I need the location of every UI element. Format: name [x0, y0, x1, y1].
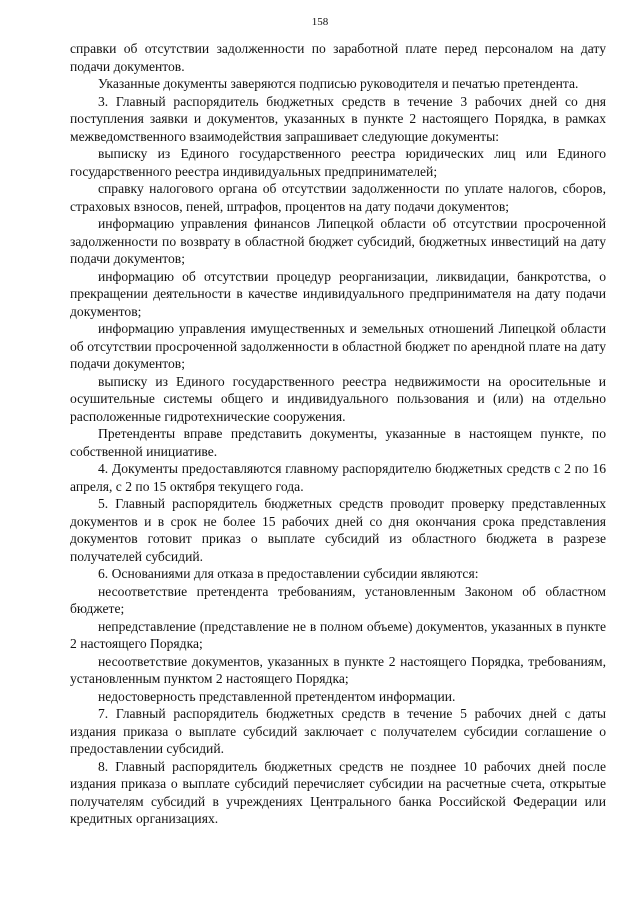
paragraph-item-3: 3. Главный распорядитель бюджетных средств в течение 3 рабочих дней со дня поступления заявки и документов, указанных в пункте 2 настоящего Порядка, в рамках межведомственного взаимодействия запрашивает следующие документы: [70, 93, 606, 144]
paragraph-item-8: 8. Главный распорядитель бюджетных средств не позднее 10 рабочих дней после издания приказа о выплате субсидий перечисляет субсидии на расчетные счета, открытые получателям субсидий в учреждениях Центрального банка Российской Федерации или кредитных организациях. [70, 758, 606, 826]
paragraph-refusal-nonsubmission: непредставление (представление не в полном объеме) документов, указанных в пункте 2 настоящего Порядка; [70, 618, 606, 651]
paragraph-item-7: 7. Главный распорядитель бюджетных средств в течение 5 рабочих дней с даты издания приказа о выплате субсидий заключает с получателем субсидии соглашение о предоставлении субсидий. [70, 706, 606, 756]
page-number: 158 [311, 16, 329, 28]
paragraph-registry-extract: выписку из Единого государственного реестра юридических лиц или Единого государственного реестра индивидуальных предпринимателей; [70, 146, 606, 179]
paragraph-refusal-noncompliance: несоответствие претендента требованиям, установленным Законом об областном бюджете; [70, 583, 606, 616]
paragraph-own-initiative: Претенденты вправе представить документы, указанные в настоящем пункте, по собственной инициативе. [70, 426, 606, 459]
paragraph-item-5: 5. Главный распорядитель бюджетных средств проводит проверку представленных документов и в срок не более 15 рабочих дней со дня окончания срока представления документов готовит приказ о выплате субсидий из областного бюджета в разрезе получателей субсидий. [70, 496, 606, 564]
paragraph-tax-certificate: справку налогового органа об отсутствии задолженности по уплате налогов, сборов, страховых взносов, пеней, штрафов, процентов на дату подачи документов; [70, 181, 606, 214]
paragraph-refusal-unreliability: недостоверность представленной претендентом информации. [98, 688, 456, 704]
paragraph-certification: Указанные документы заверяются подписью руководителя и печатью претендента. [98, 76, 579, 91]
paragraph-refusal-documents: несоответствие документов, указанных в пункте 2 настоящего Порядка, требованиям, установленным пунктом 2 настоящего Порядка; [70, 653, 606, 686]
paragraph-salary-debt-certificate: справки об отсутствии задолженности по заработной плате перед персоналом на дату подачи документов. [70, 41, 606, 74]
paragraph-reorganization-info: информацию об отсутствии процедур реорганизации, ликвидации, банкротства, о прекращении деятельности в качестве индивидуального предпринимателя на дату подачи документов; [70, 268, 606, 319]
paragraph-real-estate-extract: выписку из Единого государственного реестра недвижимости на оросительные и осушительные системы общего и индивидуального пользования и (или) на отдельно расположенные гидротехнические сооружения. [70, 373, 606, 424]
paragraph-item-4: 4. Документы предоставляются главному распорядителю бюджетных средств с 2 по 16 апреля, с 2 по 15 октября текущего года. [70, 461, 606, 494]
paragraph-property-info: информацию управления имущественных и земельных отношений Липецкой области об отсутствии просроченной задолженности в областной бюджет по арендной плате на дату подачи документов; [70, 321, 606, 371]
document-body [70, 40, 606, 828]
paragraph-finance-info: информацию управления финансов Липецкой области об отсутствии просроченной задолженности по возврату в областной бюджет субсидий, бюджетных инвестиций на дату подачи документов; [70, 216, 606, 266]
paragraph-item-6: 6. Основаниями для отказа в предоставлении субсидии являются: [98, 566, 479, 581]
